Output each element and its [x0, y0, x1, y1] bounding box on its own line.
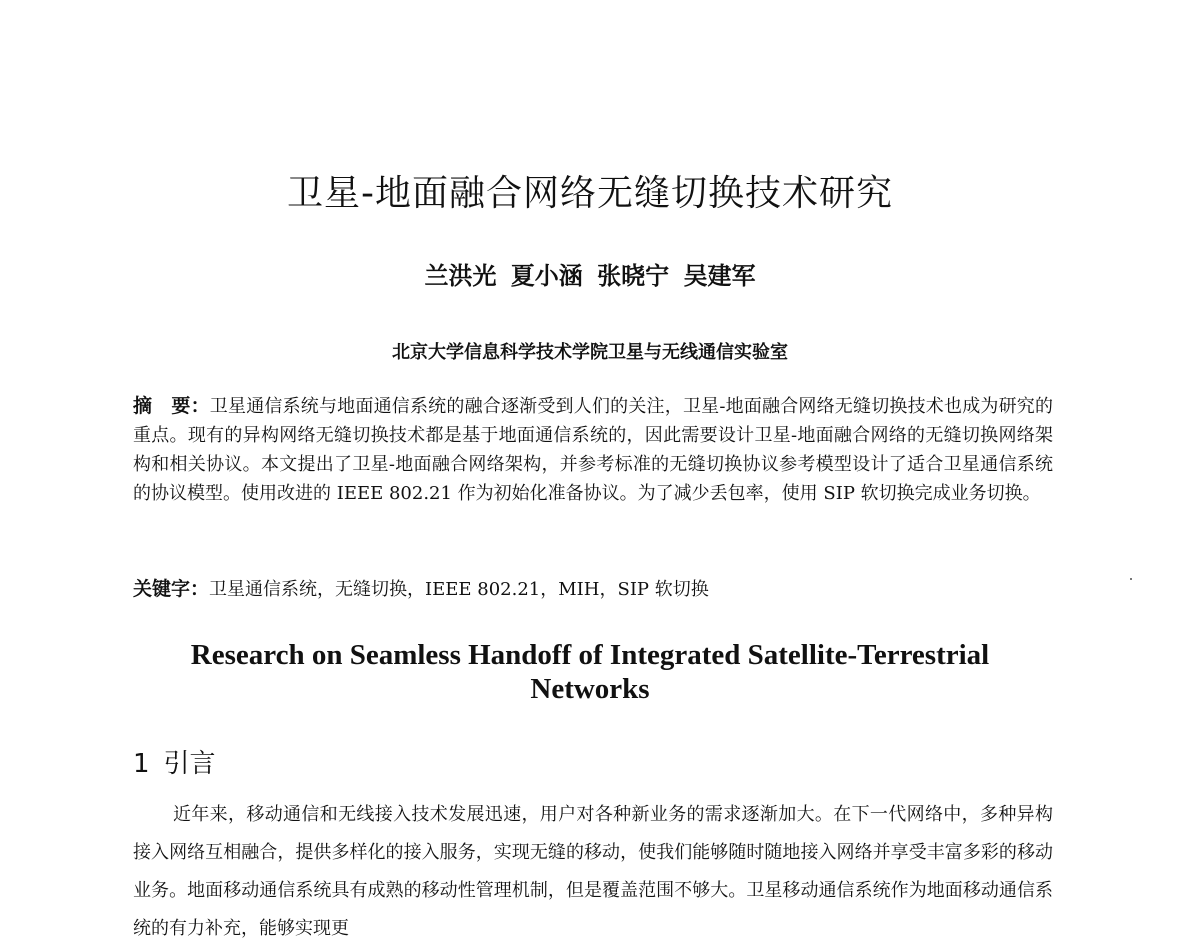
section-heading	[133, 743, 216, 780]
abstract-text: 卫星通信系统与地面通信系统的融合逐渐受到人们的关注，卫星-地面融合网络无缝切换技术也成为研究的重点。现有的异构网络无缝切换技术都是基于地面通信系统的，因此需要设计卫星-地面融合网络的无缝切换网络架构和相关协议。本文提出了卫星-地面融合网络架构，并参考标准的无缝切换协议参考模型设计了适合卫星通信系统的协议模型。使用改进的 IEEE 802.21 作为初始化准备协议。为了减少丢包率，使用 SIP 软切换完成业务切换。	[133, 396, 1053, 504]
abstract	[133, 392, 1053, 508]
keywords	[133, 575, 1053, 604]
abstract-label: 摘 要：	[133, 395, 210, 417]
section-paragraph: 近年来，移动通信和无线接入技术发展迅速，用户对各种新业务的需求逐渐加大。在下一代网络中，多种异构接入网络互相融合，提供多样化的接入服务，实现无缝的移动，使我们能够随时随地接入网络并享受丰富多彩的移动业务。地面移动通信系统具有成熟的移动性管理机制，但是覆盖范围不够大。卫星移动通信系统作为地面移动通信系统的有力补充，能够实现更	[133, 804, 1053, 939]
section-title: 引言	[163, 749, 216, 779]
english-title: Research on Seamless Handoff of Integrated Satellite-Terrestrial Networks	[190, 639, 990, 705]
keywords-text: 卫星通信系统，无缝切换，IEEE 802.21，MIH，SIP 软切换	[209, 579, 709, 600]
paper-title: 卫星-地面融合网络无缝切换技术研究	[287, 173, 893, 214]
authors: 兰洪光 夏小涵 张晓宁 吴建军	[424, 261, 756, 290]
scan-speck	[1130, 578, 1132, 580]
section-number: 1	[133, 749, 150, 779]
keywords-label: 关键字：	[133, 578, 210, 600]
affiliation: 北京大学信息科学技术学院卫星与无线通信实验室	[392, 342, 788, 363]
